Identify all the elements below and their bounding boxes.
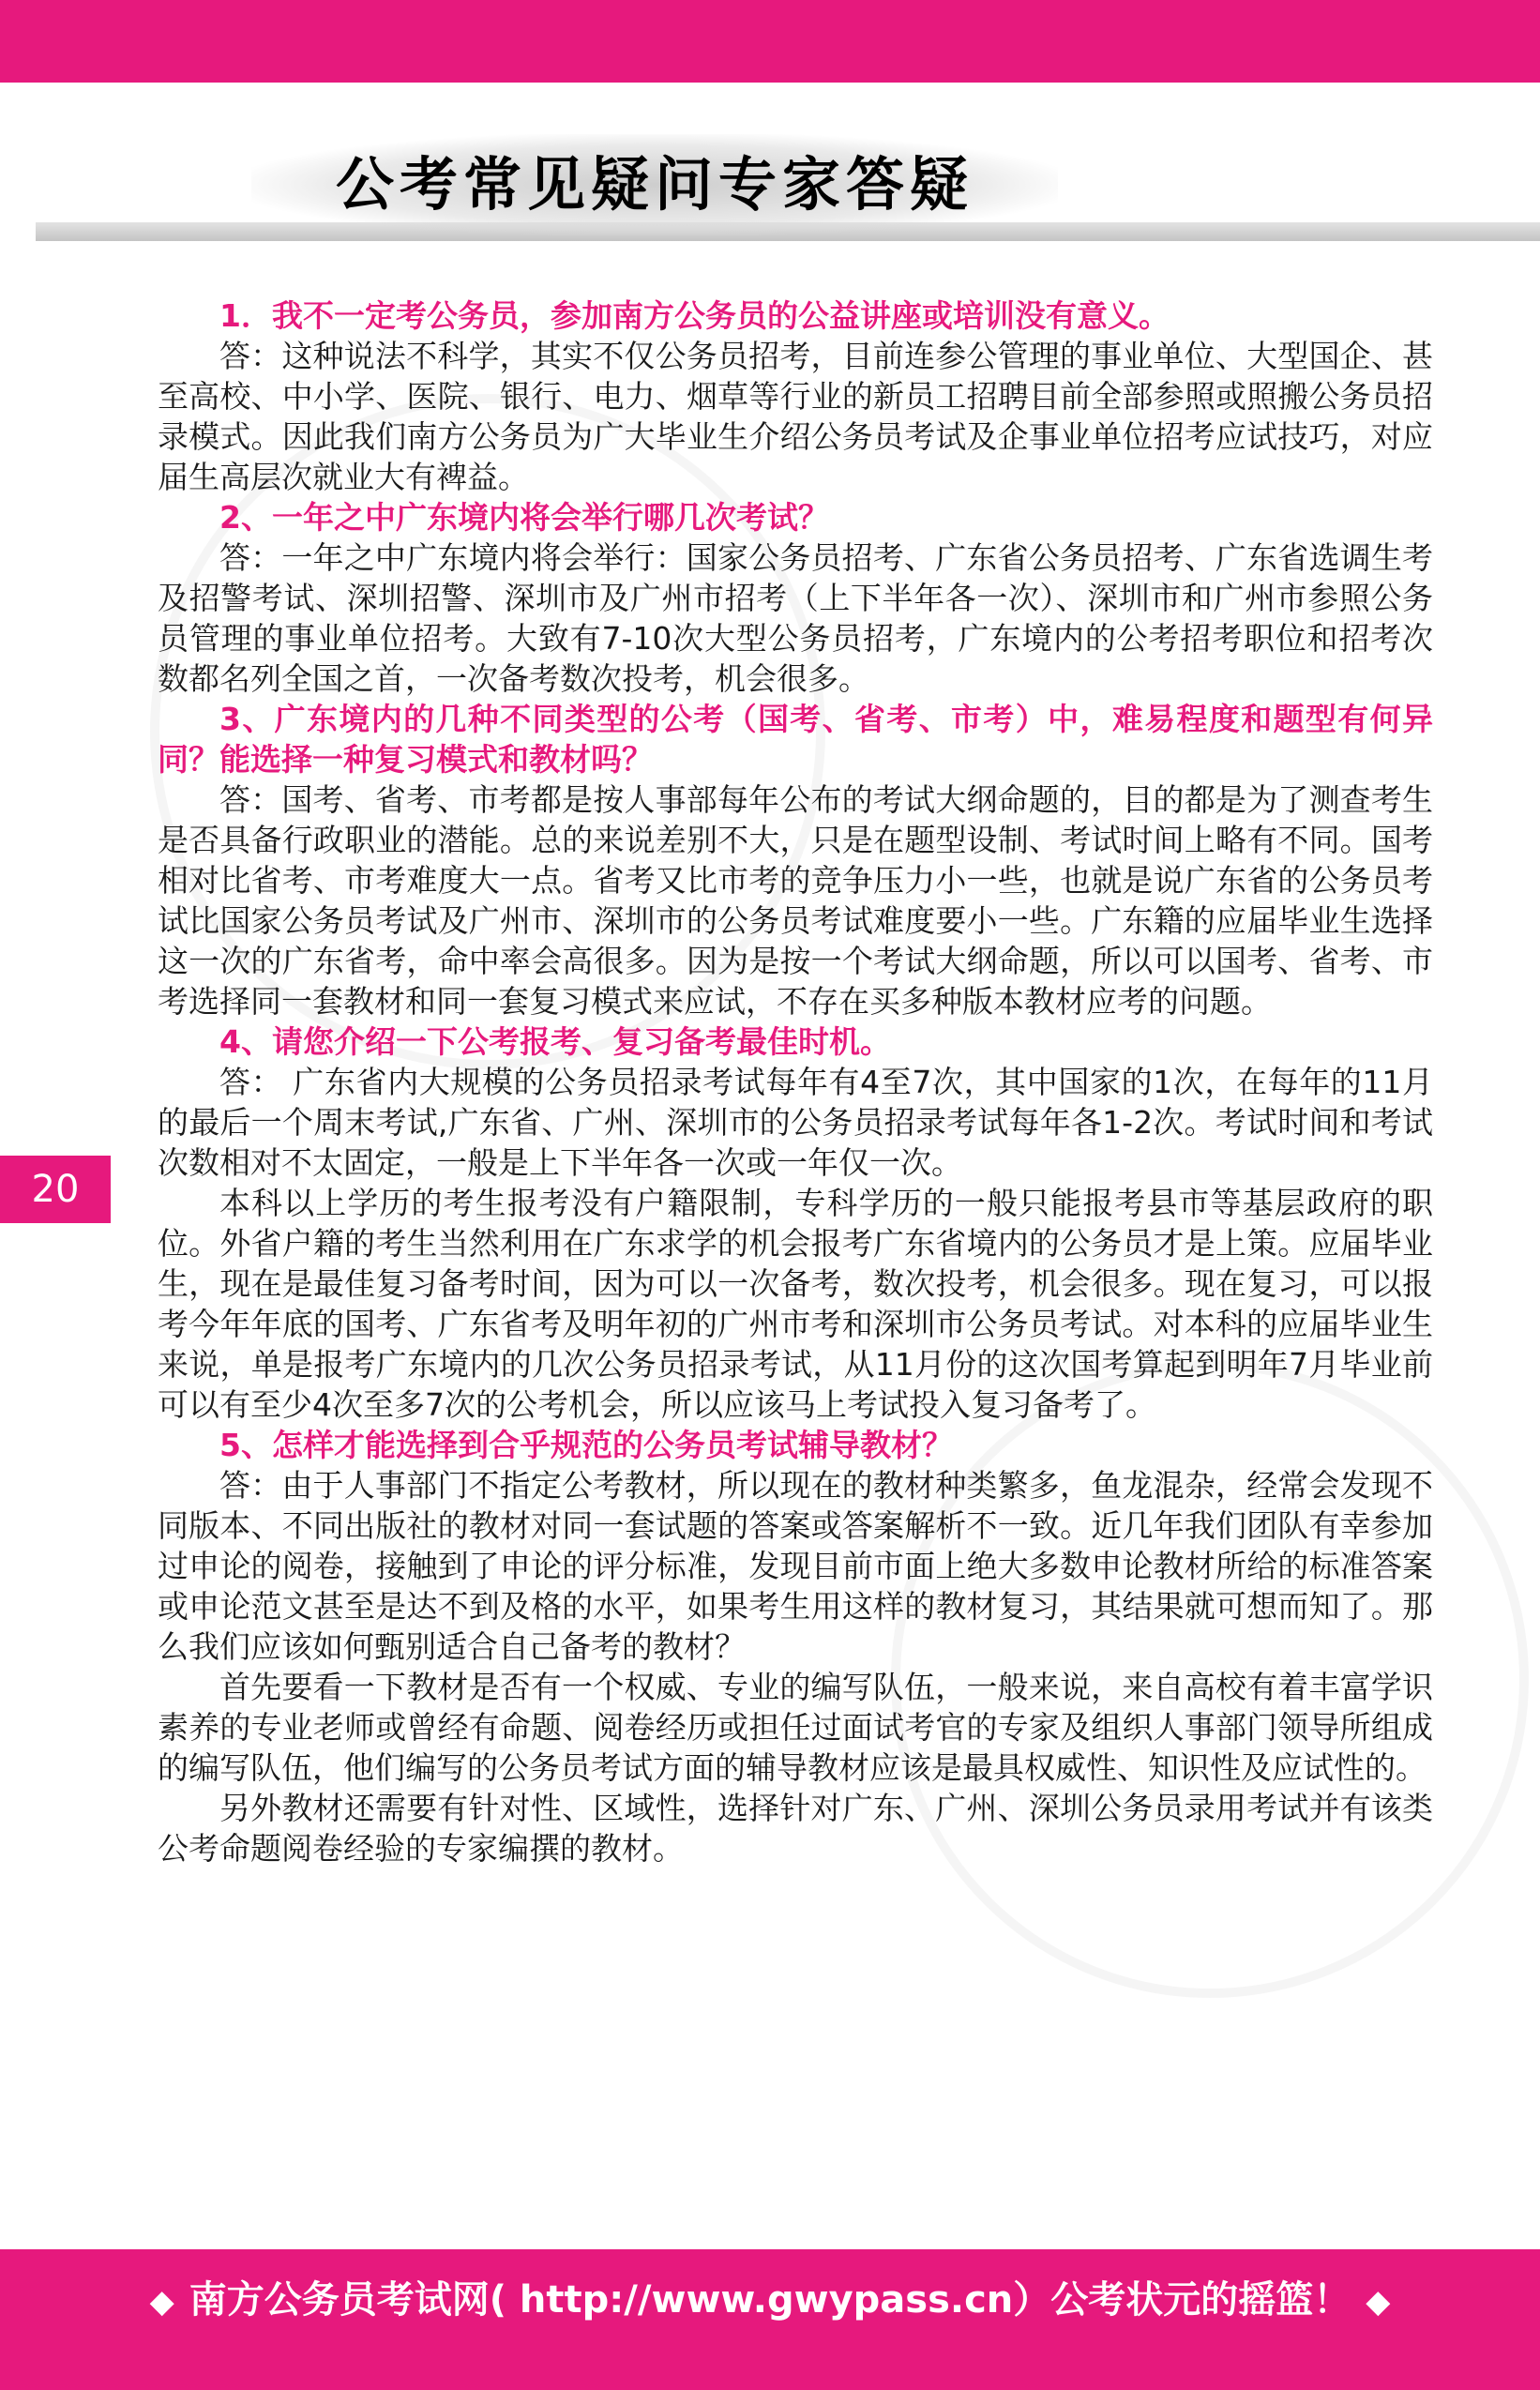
answer-5-paragraph-1: 答：由于人事部门不指定公考教材，所以现在的教材种类繁多，鱼龙混杂，经常会发现不同版本、不同出版社的教材对同一套试题的答案或答案解析不一致。近几年我们团队有幸参加过申论的阅卷，接触到了申论的评分标准，发现目前市面上绝大多数申论教材所给的标准答案或申论范文甚至是达不到及格的水平，如果考生用这样的教材复习，其结果就可想而知了。那么我们应该如何甄别适合自己备考的教材？: [158, 1467, 1433, 1665]
footer-slogan: [0, 2249, 1540, 2351]
question-1: 1．我不一定考公务员，参加南方公务员的公益讲座或培训没有意义。: [219, 297, 1170, 334]
answer-4-paragraph-2: 本科以上学历的考生报考没有户籍限制，专科学历的一般只能报考县市等基层政府的职位。外省户籍的考生当然利用在广东求学的机会报考广东省境内的公务员才是上策。应届毕业生，现在是最佳复习备考时间，因为可以一次备考，数次投考，机会很多。现在复习，可以报考今年年底的国考、广东省考及明年初的广州市考和深圳市公务员考试。对本科的应届毕业生来说，单是报考广东境内的几次公务员招录考试，从11月份的这次国考算起到明年7月毕业前可以有至少4次至多7次的公考机会，所以应该马上考试投入复习备考了。: [158, 1185, 1433, 1423]
diamond-icon: ◆: [1366, 2283, 1391, 2321]
qa-section-5: [158, 1425, 1433, 1868]
qa-section-1: [158, 295, 1433, 497]
question-5: 5、怎样才能选择到合乎规范的公务员考试辅导教材？: [219, 1427, 953, 1463]
answer-1: 答：这种说法不科学，其实不仅公务员招考，目前连参公管理的事业单位、大型国企、甚至高校、中小学、医院、银行、电力、烟草等行业的新员工招聘目前全部参照或照搬公务员招录模式。因此我们南方公务员为广大毕业生介绍公务员考试及企事业单位招考应试技巧，对应届生高层次就业大有裨益。: [158, 338, 1433, 495]
qa-content: [158, 295, 1433, 2237]
page-number: 20: [0, 1156, 111, 1223]
qa-section-3: [158, 699, 1433, 1021]
qa-section-4: [158, 1021, 1433, 1425]
answer-2: 答：一年之中广东境内将会举行：国家公务员招考、广东省公务员招考、广东省选调生考及招警考试、深圳招警、深圳市及广州市招考（上下半年各一次）、深圳市和广州市参照公务员管理的事业单位招考。大致有7-10次大型公务员招考，广东境内的公考招考职位和招考次数都名列全国之首，一次备考数次投考，机会很多。: [158, 539, 1433, 697]
footer-band: [0, 2249, 1540, 2390]
question-4: 4、请您介绍一下公考报考、复习备考最佳时机。: [219, 1023, 891, 1060]
qa-section-2: [158, 497, 1433, 699]
page-title: 公考常见疑问专家答疑: [251, 134, 1058, 235]
footer-text: 南方公务员考试网( http://www.gwypass.cn）公考状元的摇篮！: [189, 2278, 1351, 2322]
question-3: 3、广东境内的几种不同类型的公考（国考、省考、市考）中，难易程度和题型有何异同？能选择一种复习模式和教材吗？: [158, 701, 1433, 778]
top-color-band: [0, 0, 1540, 83]
answer-5-paragraph-3: 另外教材还需要有针对性、区域性，选择针对广东、广州、深圳公务员录用考试并有该类公考命题阅卷经验的专家编撰的教材。: [158, 1790, 1433, 1867]
answer-5-paragraph-2: 首先要看一下教材是否有一个权威、专业的编写队伍，一般来说，来自高校有着丰富学识素养的专业老师或曾经有命题、阅卷经历或担任过面试考官的专家及组织人事部门领导所组成的编写队伍，他们编写的公务员考试方面的辅导教材应该是最具权威性、知识性及应试性的。: [158, 1669, 1433, 1786]
question-2: 2、一年之中广东境内将会举行哪几次考试？: [219, 499, 829, 536]
answer-4-paragraph-1: 答： 广东省内大规模的公务员招录考试每年有4至7次，其中国家的1次，在每年的11月的最后一个周末考试,广东省、广州、深圳市的公务员招录考试每年各1-2次。考试时间和考试次数相对不太固定，一般是上下半年各一次或一年仅一次。: [158, 1064, 1433, 1181]
answer-3: 答：国考、省考、市考都是按人事部每年公布的考试大纲命题的，目的都是为了测查考生是否具备行政职业的潜能。总的来说差别不大，只是在题型设制、考试时间上略有不同。国考相对比省考、市考难度大一点。省考又比市考的竞争压力小一些，也就是说广东省的公务员考试比国家公务员考试及广州市、深圳市的公务员考试难度要小一些。广东籍的应届毕业生选择这一次的广东省考，命中率会高很多。因为是按一个考试大纲命题，所以可以国考、省考、市考选择同一套教材和同一套复习模式来应试，不存在买多种版本教材应考的问题。: [158, 781, 1433, 1020]
diamond-icon: ◆: [149, 2283, 174, 2321]
